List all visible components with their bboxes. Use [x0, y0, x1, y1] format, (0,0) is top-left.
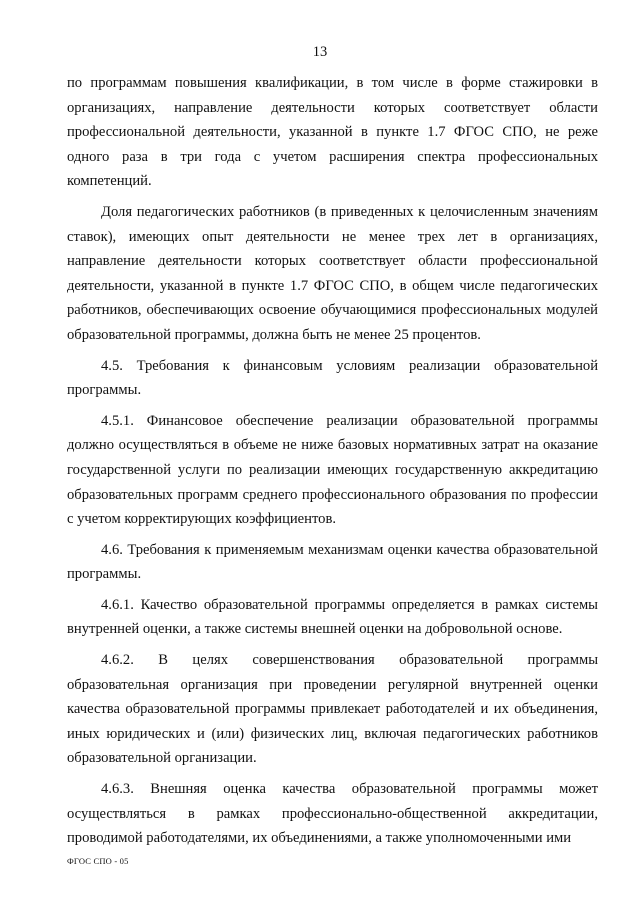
- document-footer: ФГОС СПО - 05: [67, 856, 129, 866]
- paragraph-teacher-share: Доля педагогических работников (в приведенных к целочисленным значениям ставок), имеющих опыт деятельности не менее трех лет в организациях, направление деятельности которых соответствует области профессиональной деятельности, указанной в пункте 1.7 ФГОС СПО, в общем числе педагогических работников, обеспечивающих освоение обучающимися профессиональных модулей образовательной программы, должна быть не менее 25 процентов.: [67, 203, 598, 343]
- document-body: [67, 71, 598, 851]
- paragraph-4-6-2: 4.6.2. В целях совершенствования образовательной программы образовательная организация при проведении регулярной внутренней оценки качества образовательной программы привлекает работодателей и их объединения, иных юридических и (или) физических лиц, включая педагогических работников образовательной организации.: [67, 652, 598, 767]
- page-number: 13: [312, 44, 328, 60]
- paragraph-4-5-1: 4.5.1. Финансовое обеспечение реализации образовательной программы должно осуществляться в объеме не ниже базовых нормативных затрат на оказание государственной услуги по реализации имеющих государственную аккредитацию образовательных программ среднего профессионального образования по профессии с учетом корректирующих коэффициентов.: [67, 412, 598, 528]
- paragraph-4-6: 4.6. Требования к применяемым механизмам оценки качества образовательной программы.: [67, 541, 598, 583]
- paragraph-continuation: по программам повышения квалификации, в том числе в форме стажировки в организациях, направление деятельности которых соответствует области профессиональной деятельности, указанной в пункте 1.7 ФГОС СПО, не реже одного раза в три года с учетом расширения спектра профессиональных компетенций.: [67, 75, 598, 190]
- paragraph-4-6-1: 4.6.1. Качество образовательной программы определяется в рамках системы внутренней оценки, а также системы внешней оценки на добровольной основе.: [67, 596, 598, 638]
- paragraph-4-6-3: 4.6.3. Внешняя оценка качества образовательной программы может осуществляться в рамках профессионально-общественной аккредитации, проводимой работодателями, их объединениями, а также уполномоченными ими: [67, 781, 598, 847]
- paragraph-4-5: 4.5. Требования к финансовым условиям реализации образовательной программы.: [67, 357, 598, 399]
